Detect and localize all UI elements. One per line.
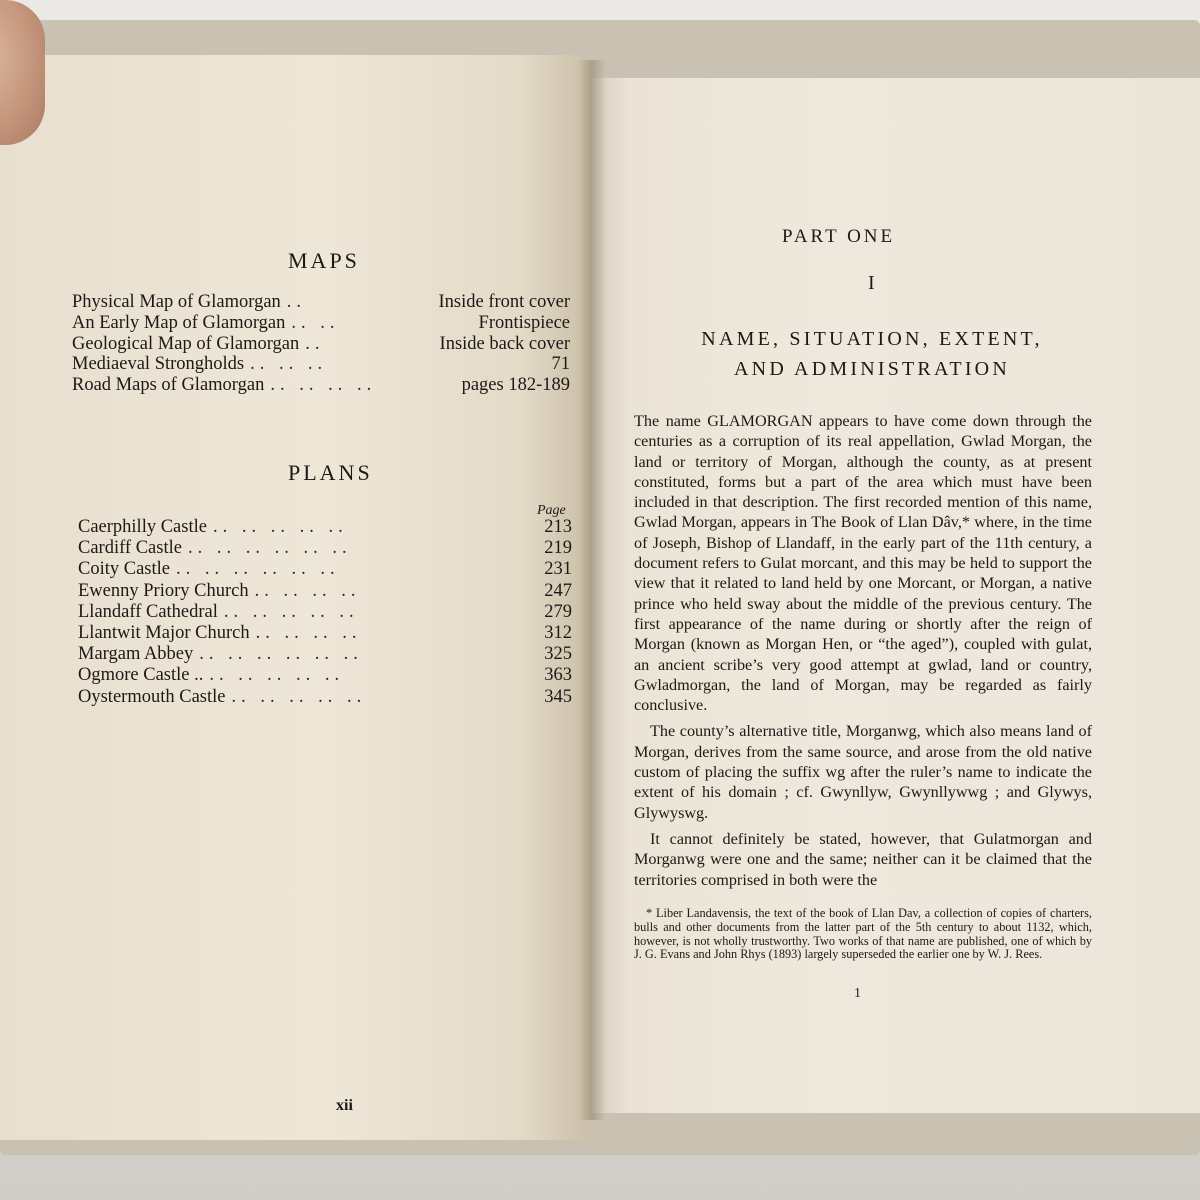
plans-entry-page: 279 <box>544 601 572 622</box>
maps-entry-leader: .. <box>286 292 307 312</box>
maps-entry-leader: .. .. <box>291 312 340 333</box>
plans-entry-page: 325 <box>544 644 572 665</box>
plans-entry-page: 247 <box>544 580 572 601</box>
maps-entry <box>72 354 570 375</box>
plans-heading: PLANS <box>288 460 373 485</box>
maps-entry-leader: .. <box>305 333 325 354</box>
chapter-title-line-2: AND ADMINISTRATION <box>734 358 1010 380</box>
maps-entry-leader: .. .. .. .. <box>270 375 377 396</box>
plans-entry-page: 213 <box>544 517 572 537</box>
maps-entry-page: Frontispiece <box>478 312 570 333</box>
maps-entry-page: Inside back cover <box>439 333 570 354</box>
maps-entry-page: Inside front cover <box>438 292 570 312</box>
right-page-content <box>592 78 1200 1113</box>
plans-entry-title: Llandaff Cathedral <box>78 601 218 622</box>
paragraph-3: It cannot definitely be stated, however, that Gulatmorgan and Morganwg were one and the same; neither can it be claimed that the territories comprised in both were the <box>634 829 1092 889</box>
maps-entry-page: pages 182-189 <box>461 375 570 396</box>
maps-entry <box>72 334 570 355</box>
body-text <box>634 411 1092 896</box>
maps-entry-title: Geological Map of Glamorgan <box>72 333 300 354</box>
plans-entry-leader: .. .. .. .. .. .. <box>176 559 340 580</box>
plans-entry-leader: .. .. .. .. .. <box>209 665 345 686</box>
maps-entry <box>72 313 570 334</box>
plans-entry-page: 231 <box>544 559 572 580</box>
plans-entry-leader: .. .. .. .. .. <box>212 517 348 537</box>
plans-entry <box>78 517 572 538</box>
plans-entry-title: Cardiff Castle <box>78 538 182 559</box>
chapter-title <box>622 324 1122 384</box>
page-number-left: xii <box>336 1097 353 1114</box>
plans-entry-title: Llantwit Major Church <box>78 623 250 644</box>
maps-entry-title: Road Maps of Glamorgan <box>72 375 265 396</box>
left-page <box>0 55 590 1140</box>
plans-entry <box>78 644 572 665</box>
maps-entry <box>72 375 570 396</box>
plans-entry <box>78 538 572 559</box>
plans-entry <box>78 623 572 644</box>
plans-entry-page: 312 <box>544 623 572 644</box>
plans-entry-leader: .. .. .. .. <box>255 623 362 644</box>
plans-entry-page: 219 <box>544 538 572 559</box>
page-column-label: Page <box>537 503 566 518</box>
plans-entry <box>78 665 572 686</box>
chapter-number: I <box>868 272 875 294</box>
plans-entry <box>78 687 572 708</box>
chapter-title-line-1: NAME, SITUATION, EXTENT, <box>701 328 1043 350</box>
page-number-right: 1 <box>854 986 861 1001</box>
right-page <box>592 78 1200 1113</box>
paragraph-1: The name GLAMORGAN appears to have come down through the centuries as a corruption of its real appellation, Gwlad Morgan, the land or territory of Morgan, although the county, as at present constituted, forms but a part of the area which must have been included in that description. The first recorded mention of this name, Gwlad Morgan, appears in The Book of Llan Dâv,* where, in the time of Joseph, Bishop of Llandaff, in the early part of the 11th century, a document refers to Gulat morcant, and this may be held to support the view that it related to land held by one Morcant, or Morgan, a native prince who held sway about the middle of the previous century. The first appearance of the name during or shortly after the reign of Morgan (known as Morgan Hen, or “the aged”), coupled with gulat, an ancient scribe’s very good attempt at gwlad, land or country, Gwladmorgan, the land of Morgan, may be regarded as fairly conclusive. <box>634 412 1092 715</box>
maps-entry-page: 71 <box>551 354 570 375</box>
plans-entry-title: Ewenny Priory Church <box>78 580 249 601</box>
plans-entry <box>78 559 572 580</box>
footnote <box>634 907 1092 962</box>
maps-entry <box>72 292 570 313</box>
plans-entry-leader: .. .. .. .. .. .. <box>199 644 363 665</box>
paragraph-2: The county’s alternative title, Morganwg, which also means land of Morgan, derives from the same source, and arose from the old native custom of placing the suffix wg after the ruler’s name to indicate the extent of his domain ; cf. Gwynllyw, Gwynllywwg ; and Glywys, Glywyswg. <box>634 722 1092 822</box>
plans-entry-title: Coity Castle <box>78 559 170 580</box>
plans-entry-leader: .. .. .. .. .. .. <box>187 538 352 559</box>
plans-entry-title: Caerphilly Castle <box>78 517 207 537</box>
plans-entry-title: Oystermouth Castle <box>78 686 226 707</box>
plans-entry <box>78 581 572 602</box>
plans-entry-leader: .. .. .. .. .. <box>223 601 359 622</box>
plans-list <box>78 517 572 708</box>
maps-entry-title: An Early Map of Glamorgan <box>72 312 286 333</box>
plans-entry-title: Margam Abbey <box>78 644 194 665</box>
footnote-text: * Liber Landavensis, the text of the book of Llan Dav, a collection of copies of charters, bulls and other documents from the latter part of the 5th century to about 1132, which, however, is not wholly trustworthy. Two works of that name are published, one of which by J. G. Evans and John Rhys (1893) largely superseded the earlier one by W. J. Rees. <box>634 906 1092 962</box>
plans-entry-page: 363 <box>544 665 572 686</box>
maps-heading: MAPS <box>288 248 360 273</box>
maps-entry-leader: .. .. .. <box>250 354 328 375</box>
plans-entry <box>78 602 572 623</box>
thumb <box>0 0 45 145</box>
plans-entry-leader: .. .. .. .. <box>254 580 361 601</box>
book-gutter <box>578 60 606 1120</box>
plans-entry-page: 345 <box>544 686 572 707</box>
plans-entry-title: Ogmore Castle .. <box>78 665 204 686</box>
maps-entry-title: Physical Map of Glamorgan <box>72 292 281 312</box>
plans-entry-leader: .. .. .. .. .. <box>231 686 367 707</box>
maps-list <box>72 292 570 396</box>
maps-entry-title: Mediaeval Strongholds <box>72 354 245 375</box>
part-heading: PART ONE <box>782 226 896 247</box>
left-page-content <box>0 55 590 1140</box>
